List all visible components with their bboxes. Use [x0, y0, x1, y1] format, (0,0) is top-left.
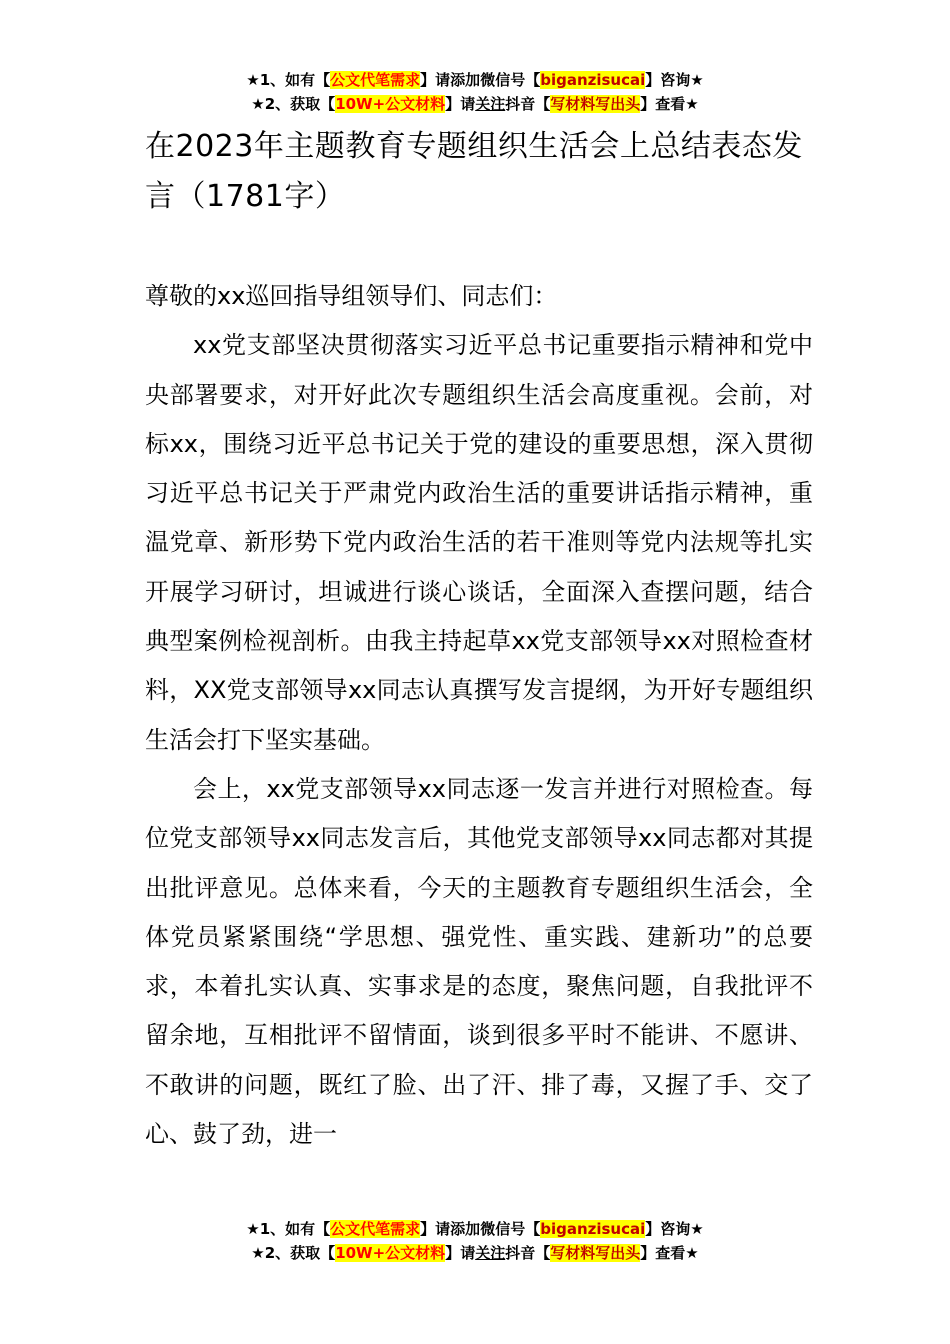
promo-text: 】请添加 — [420, 1220, 481, 1238]
promo-wechat-id: biganzisucai — [540, 71, 646, 89]
promo-highlight: 公文代笔需求 — [330, 71, 421, 89]
promo-text: 】查看★ — [640, 95, 699, 113]
promo-line-2 — [0, 1241, 950, 1265]
promo-line-2 — [0, 92, 950, 116]
promo-text: 】请添加 — [420, 71, 481, 89]
promo-text: 关注 — [475, 1244, 506, 1262]
promo-text: 】请 — [445, 95, 476, 113]
promo-text: 】查看★ — [640, 1244, 699, 1262]
header-promo-banner — [0, 68, 950, 116]
paragraph: 会上，xx党支部领导xx同志逐一发言并进行对照检查。每位党支部领导xx同志发言后，其他党支部领导xx同志都对其提出批评意见。总体来看，今天的主题教育专题组织生活会，全体党员紧紧围绕“学思想、强党性、重实践、建新功”的总要求，本着扎实认真、实事求是的态度，聚焦问题，自我批评不留余地，互相批评不留情面，谈到很多平时不能讲、不愿讲、不敢讲的问题，既红了脸、出了汗、排了毒，又握了手、交了心、鼓了劲，进一 — [145, 774, 813, 1149]
promo-text: 】咨询★ — [645, 71, 704, 89]
promo-highlight: 公文代笔需求 — [330, 1220, 421, 1238]
salutation: 尊敬的xx巡回指导组领导们、同志们： — [145, 282, 558, 310]
promo-highlight: 写材料写出头 — [550, 1244, 641, 1262]
promo-text: 抖音【 — [505, 1244, 551, 1262]
paragraph: xx党支部坚决贯彻落实习近平总书记重要指示精神和党中央部署要求，对开好此次专题组织生活会高度重视。会前，对标xx，围绕习近平总书记关于党的建设的重要思想，深入贯彻习近平总书记关于严肃党内政治生活的重要讲话指示精神，重温党章、新形势下党内政治生活的若干准则等党内法规等扎实开展学习研讨，坦诚进行谈心谈话，全面深入查摆问题，结合典型案例检视剖析。由我主持起草xx党支部领导xx对照检查材料，XX党支部领导xx同志认真撰写发言提纲，为开好专题组织生活会打下坚实基础。 — [145, 331, 813, 754]
promo-text: 】咨询★ — [645, 1220, 704, 1238]
promo-text: 微信号【 — [480, 1220, 541, 1238]
promo-text: ★2、获取【 — [251, 95, 336, 113]
promo-text: ★1、如有【 — [246, 1220, 331, 1238]
promo-text: 关注 — [475, 95, 506, 113]
document-body — [145, 272, 813, 1159]
document-title: 在2023年主题教育专题组织生活会上总结表态发言（1781字） — [145, 129, 803, 214]
promo-text: 抖音【 — [505, 95, 551, 113]
promo-line-1 — [0, 68, 950, 92]
footer-promo-banner — [0, 1217, 950, 1265]
promo-highlight: 10W+公文材料 — [335, 95, 446, 113]
promo-line-1 — [0, 1217, 950, 1241]
promo-wechat-id: biganzisucai — [540, 1220, 646, 1238]
promo-text: ★2、获取【 — [251, 1244, 336, 1262]
promo-highlight: 10W+公文材料 — [335, 1244, 446, 1262]
promo-text: 】请 — [445, 1244, 476, 1262]
promo-highlight: 写材料写出头 — [550, 95, 641, 113]
promo-text: ★1、如有【 — [246, 71, 331, 89]
promo-text: 微信号【 — [480, 71, 541, 89]
